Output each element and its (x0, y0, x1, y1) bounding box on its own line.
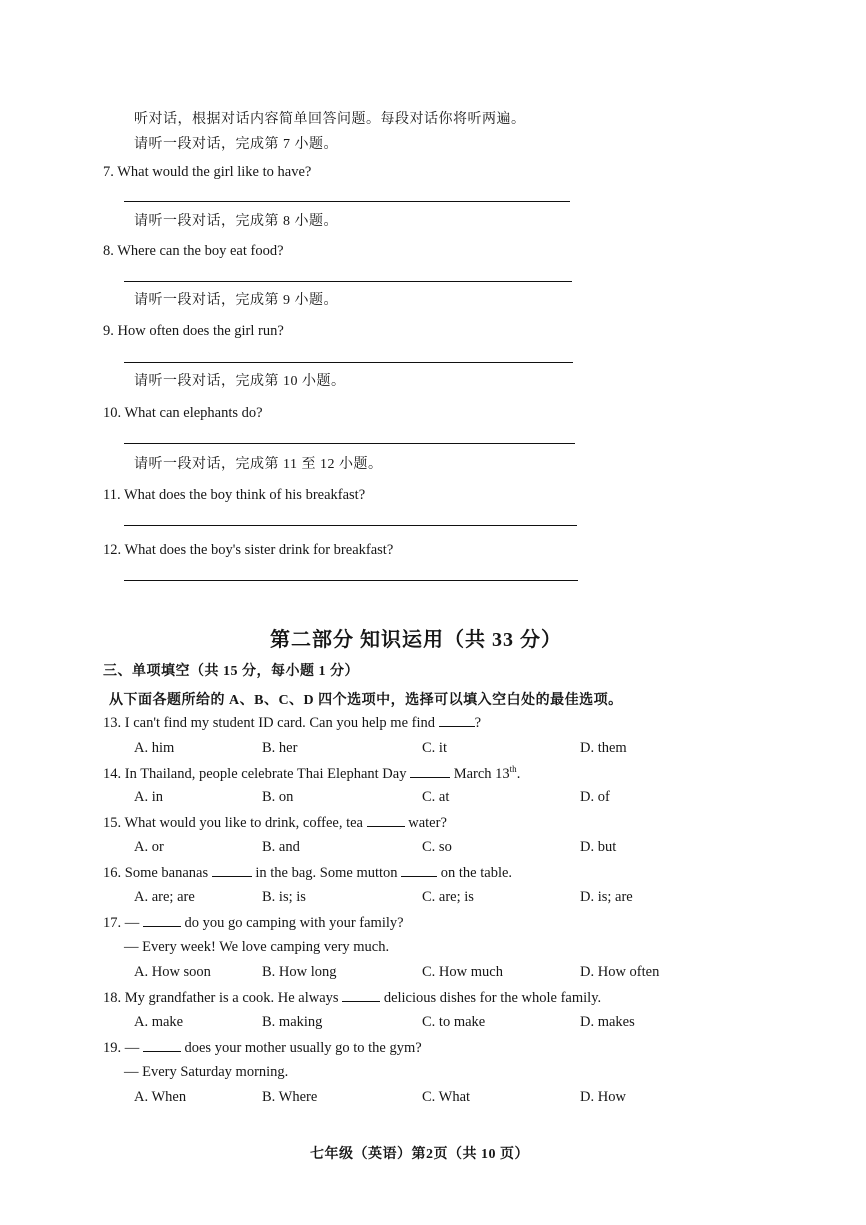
option-15-a[interactable]: A. or (134, 839, 164, 855)
option-16-a[interactable]: A. are; are (134, 889, 195, 905)
option-13-b[interactable]: B. her (262, 740, 298, 756)
question-15-stem: 15. What would you like to drink, coffee, tea (103, 815, 363, 831)
part2-title: 第二部分 知识运用（共 33 分） (270, 629, 562, 651)
question-14 (103, 764, 520, 783)
option-13-c[interactable]: C. it (422, 740, 447, 756)
question-17 (103, 914, 404, 932)
question-18 (103, 989, 601, 1007)
question-13-end: ? (474, 715, 482, 731)
option-16-b[interactable]: B. is; is (262, 889, 306, 905)
option-17-a[interactable]: A. How soon (134, 964, 211, 980)
option-19-d[interactable]: D. How (580, 1089, 626, 1105)
prompt-7: 请听一段对话，完成第 7 小题。 (134, 137, 338, 152)
answer-line-12[interactable] (124, 580, 578, 581)
answer-line-9[interactable] (124, 362, 573, 363)
option-17-b[interactable]: B. How long (262, 964, 337, 980)
blank-16b[interactable] (401, 864, 437, 877)
option-19-a[interactable]: A. When (134, 1089, 187, 1105)
question-13 (103, 714, 481, 732)
blank-16a[interactable] (212, 864, 252, 877)
question-15-end: water? (408, 815, 447, 831)
option-17-d[interactable]: D. How often (580, 964, 660, 980)
answer-line-11[interactable] (124, 525, 577, 526)
option-13-d[interactable]: D. them (580, 740, 627, 756)
prompt-8: 请听一段对话，完成第 8 小题。 (134, 214, 338, 229)
question-16-stem: 16. Some bananas (103, 865, 209, 881)
option-16-d[interactable]: D. is; are (580, 889, 633, 905)
question-14-stem: 14. In Thailand, people celebrate Thai Elephant Day (103, 765, 407, 782)
option-18-b[interactable]: B. making (262, 1014, 323, 1030)
page-footer: 七年级（英语）第2页（共 10 页） (310, 1147, 529, 1162)
question-17-stem: 17. — (103, 915, 140, 931)
question-16 (103, 864, 512, 882)
question-18-end: delicious dishes for the whole family. (383, 990, 602, 1006)
blank-15[interactable] (367, 814, 405, 827)
question-19-stem: 19. — (103, 1040, 140, 1056)
option-14-d[interactable]: D. of (580, 789, 610, 805)
question-10: 10. What can elephants do? (103, 405, 263, 421)
option-13-a[interactable]: A. him (134, 740, 175, 756)
question-7: 7. What would the girl like to have? (103, 164, 312, 180)
question-19 (103, 1039, 422, 1057)
question-15 (103, 814, 447, 832)
option-18-a[interactable]: A. make (134, 1014, 184, 1030)
question-9: 9. How often does the girl run? (103, 323, 284, 339)
option-17-c[interactable]: C. How much (422, 964, 503, 980)
listening-instruction: 听对话，根据对话内容简单回答问题。每段对话你将听两遍。 (134, 112, 526, 127)
option-18-c[interactable]: C. to make (422, 1014, 486, 1030)
question-12: 12. What does the boy's sister drink for breakfast? (103, 542, 394, 558)
question-14-date: March 13 (453, 765, 510, 782)
section-instruction: 从下面各题所给的 A、B、C、D 四个选项中，选择可以填入空白处的最佳选项。 (109, 693, 623, 708)
blank-17[interactable] (143, 914, 181, 927)
question-18-stem: 18. My grandfather is a cook. He always (103, 990, 339, 1006)
answer-line-10[interactable] (124, 443, 575, 444)
option-14-b[interactable]: B. on (262, 789, 294, 805)
question-19-end: does your mother usually go to the gym? (184, 1040, 422, 1056)
answer-line-8[interactable] (124, 281, 572, 282)
section-heading: 三、单项填空（共 15 分，每小题 1 分） (103, 664, 359, 679)
blank-19[interactable] (143, 1039, 181, 1052)
question-8: 8. Where can the boy eat food? (103, 243, 284, 259)
option-15-d[interactable]: D. but (580, 839, 617, 855)
question-16-end: on the table. (440, 865, 513, 881)
option-19-c[interactable]: C. What (422, 1089, 471, 1105)
prompt-10: 请听一段对话，完成第 10 小题。 (134, 374, 346, 389)
blank-18[interactable] (342, 989, 380, 1002)
question-14-sup: th (509, 764, 517, 774)
prompt-9: 请听一段对话，完成第 9 小题。 (134, 293, 338, 308)
blank-14[interactable] (410, 765, 450, 778)
answer-line-7[interactable] (124, 201, 570, 202)
question-13-stem: 13. I can't find my student ID card. Can you help me find (103, 715, 436, 731)
option-14-c[interactable]: C. at (422, 789, 450, 805)
question-16-mid: in the bag. Some mutton (255, 865, 398, 881)
reply-17: — Every week! We love camping very much. (124, 939, 390, 955)
reply-19: — Every Saturday morning. (124, 1064, 289, 1080)
question-17-end: do you go camping with your family? (184, 915, 404, 931)
option-15-c[interactable]: C. so (422, 839, 452, 855)
option-19-b[interactable]: B. Where (262, 1089, 318, 1105)
question-11: 11. What does the boy think of his breakfast? (103, 487, 366, 503)
blank-13[interactable] (439, 714, 475, 727)
option-18-d[interactable]: D. makes (580, 1014, 635, 1030)
question-14-end: . (516, 765, 521, 782)
prompt-11-12: 请听一段对话，完成第 11 至 12 小题。 (134, 457, 383, 472)
option-16-c[interactable]: C. are; is (422, 889, 474, 905)
option-14-a[interactable]: A. in (134, 789, 163, 805)
option-15-b[interactable]: B. and (262, 839, 300, 855)
